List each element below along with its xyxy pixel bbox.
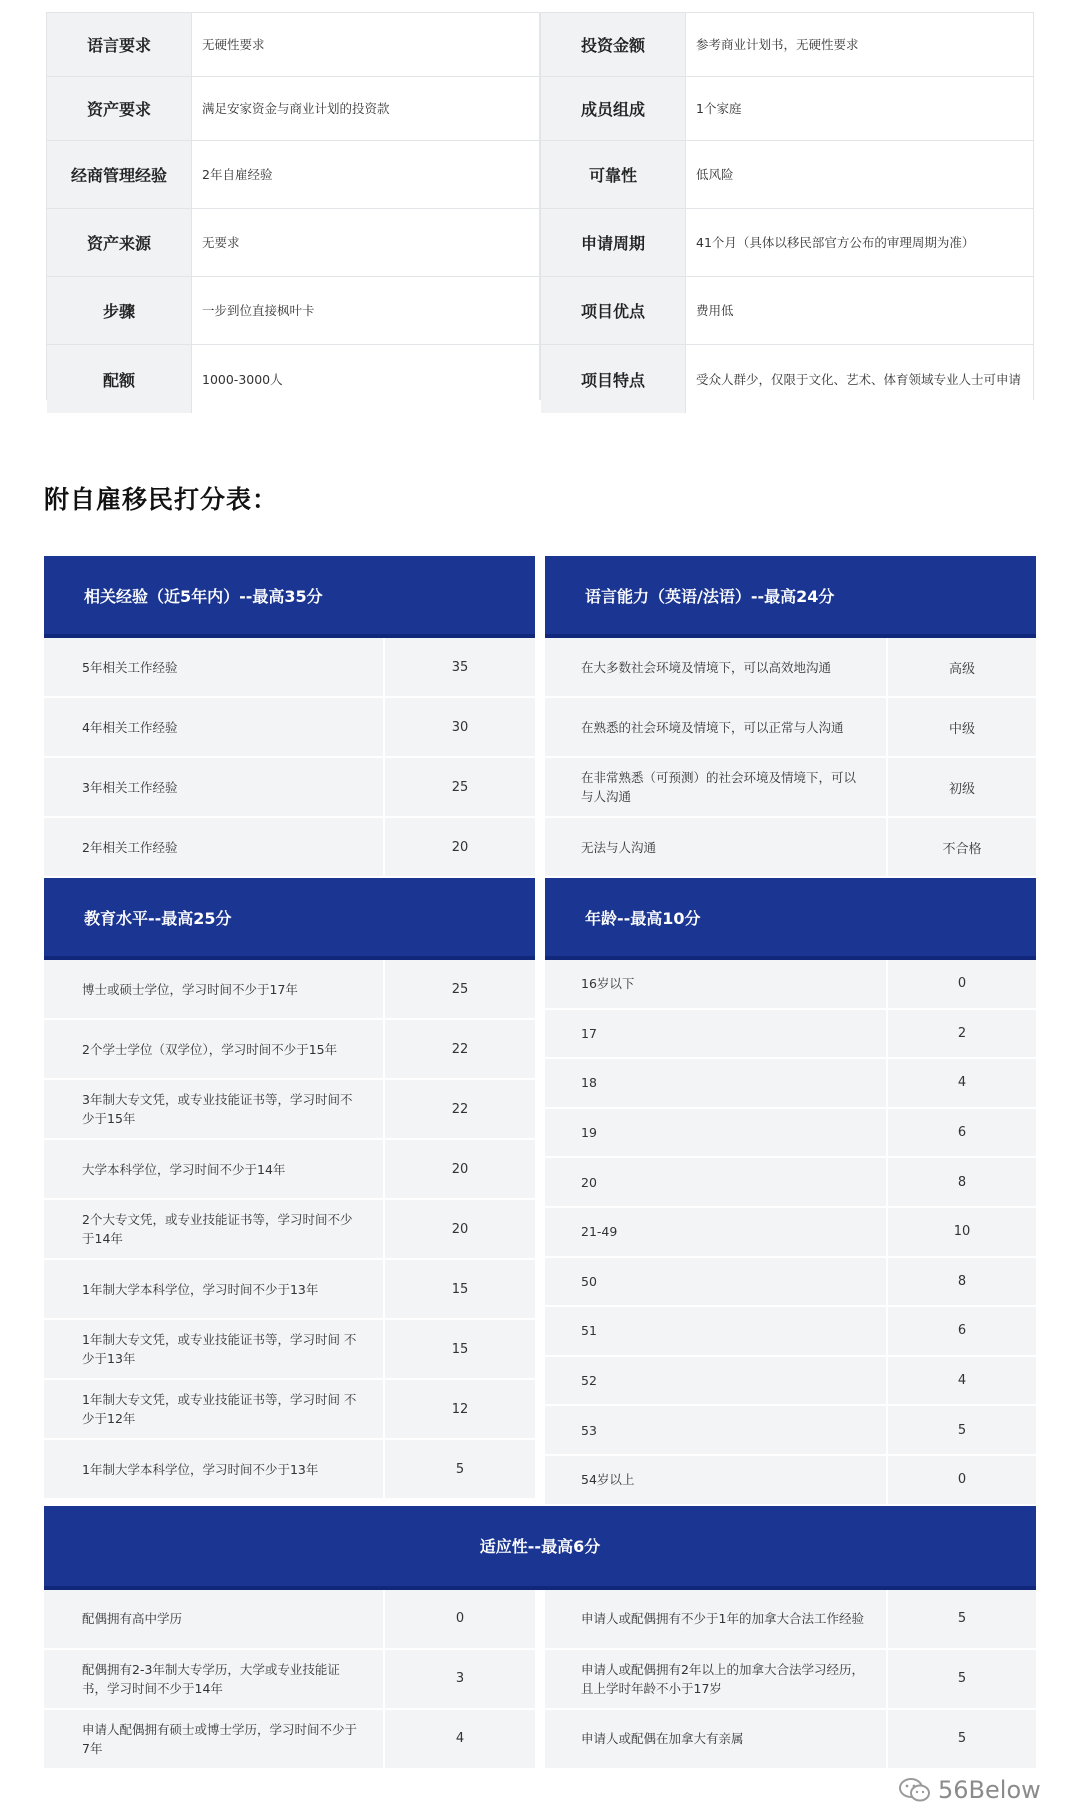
row-item: 无法与人沟通: [581, 839, 657, 855]
row-score: 22: [383, 1080, 535, 1138]
row-score: 5: [886, 1710, 1036, 1768]
row-score: 中级: [886, 698, 1036, 756]
row-score: 0: [886, 1456, 1036, 1504]
info-row: [47, 13, 539, 77]
row-score: 30: [383, 698, 535, 756]
info-label: 项目优点: [541, 277, 686, 344]
row-score: 4: [383, 1710, 535, 1768]
table-row: [44, 1080, 535, 1140]
row-item: 19: [581, 1125, 597, 1141]
watermark-text: 56Below: [938, 1776, 1041, 1804]
table-row: [44, 1320, 535, 1380]
row-score: 20: [383, 1140, 535, 1198]
score-pair-1: [44, 556, 1036, 878]
table-row: [44, 1650, 535, 1710]
info-value: 满足安家资金与商业计划的投资款: [192, 77, 539, 140]
table-row: [545, 1406, 1036, 1456]
info-value: 低风险: [686, 141, 1033, 208]
education-block: [44, 878, 535, 1506]
table-row: [545, 1109, 1036, 1159]
info-label: 可靠性: [541, 141, 686, 208]
info-value: 受众人群少，仅限于文化、艺术、体育领域专业人士可申请: [686, 345, 1033, 413]
table-row: [44, 960, 535, 1020]
row-score: 35: [383, 638, 535, 696]
info-row: [541, 209, 1033, 277]
info-row: [541, 345, 1033, 413]
info-label: 语言要求: [47, 13, 192, 76]
table-row: [44, 758, 535, 818]
info-value: 41个月（具体以移民部官方公布的审理周期为准）: [686, 209, 1033, 276]
table-row: [545, 698, 1036, 758]
info-label: 成员组成: [541, 77, 686, 140]
row-score: 22: [383, 1020, 535, 1078]
info-row: [47, 277, 539, 345]
row-item: 配偶拥有高中学历: [82, 1611, 183, 1627]
row-item: 2个大专文凭，或专业技能证书等，学习时间不少于14年: [82, 1212, 353, 1246]
row-item: 在大多数社会环境及情境下，可以高效地沟通: [581, 659, 832, 675]
info-column-left: [46, 12, 540, 400]
row-score: 25: [383, 758, 535, 816]
wechat-icon: [898, 1777, 932, 1803]
row-item: 大学本科学位，学习时间不少于14年: [82, 1161, 286, 1177]
row-item: 1年制大专文凭，或专业技能证书等，学习时间 不少于13年: [82, 1332, 357, 1366]
row-score: 5: [383, 1440, 535, 1498]
row-score: 4: [886, 1059, 1036, 1107]
row-item: 5年相关工作经验: [82, 659, 178, 675]
row-item: 3年相关工作经验: [82, 779, 178, 795]
info-row: [541, 13, 1033, 77]
row-score: 5: [886, 1406, 1036, 1454]
row-item: 52: [581, 1373, 597, 1389]
info-label: 配额: [47, 345, 192, 413]
row-score: 初级: [886, 758, 1036, 816]
row-score: 5: [886, 1650, 1036, 1708]
info-row: [541, 277, 1033, 345]
row-score: 6: [886, 1109, 1036, 1157]
table-row: [545, 1208, 1036, 1258]
row-item: 博士或硕士学位，学习时间不少于17年: [82, 981, 298, 997]
row-item: 20: [581, 1174, 597, 1190]
language-rows: [545, 638, 1036, 878]
row-score: 4: [886, 1357, 1036, 1405]
age-rows: [545, 960, 1036, 1506]
row-item: 18: [581, 1075, 597, 1091]
score-table: [44, 556, 1036, 1770]
row-score: 25: [383, 960, 535, 1018]
adaptability-header: 适应性--最高6分: [44, 1506, 1036, 1590]
experience-header: 相关经验（近5年内）--最高35分: [44, 556, 535, 638]
row-item: 申请人或配偶拥有2年以上的加拿大合法学习经历，且上学时年龄不小于17岁: [581, 1661, 864, 1696]
info-label: 资产来源: [47, 209, 192, 276]
info-value: 1000-3000人: [192, 345, 539, 413]
row-score: 不合格: [886, 818, 1036, 876]
table-row: [545, 1010, 1036, 1060]
language-header: 语言能力（英语/法语）--最高24分: [545, 556, 1036, 638]
info-column-right: [540, 12, 1034, 400]
info-label: 申请周期: [541, 209, 686, 276]
row-score: 15: [383, 1260, 535, 1318]
table-row: [44, 1380, 535, 1440]
info-label: 资产要求: [47, 77, 192, 140]
row-score: 10: [886, 1208, 1036, 1256]
info-value: 2年自雇经验: [192, 141, 539, 208]
table-row: [44, 1140, 535, 1200]
row-item: 在非常熟悉（可预测）的社会环境及情境下，可以与人沟通: [581, 770, 857, 804]
table-row: [44, 1200, 535, 1260]
table-row: [44, 1440, 535, 1500]
row-item: 1年制大学本科学位，学习时间不少于13年: [82, 1461, 319, 1477]
table-row: [44, 1260, 535, 1320]
table-row: [545, 1357, 1036, 1407]
row-score: 高级: [886, 638, 1036, 696]
row-item: 54岁以上: [581, 1472, 635, 1488]
row-item: 申请人或配偶在加拿大有亲属: [581, 1731, 744, 1747]
table-row: [44, 1590, 535, 1650]
table-row: [545, 1710, 1036, 1770]
info-row: [47, 209, 539, 277]
table-row: [545, 638, 1036, 698]
info-row: [47, 77, 539, 141]
row-score: 3: [383, 1650, 535, 1708]
row-item: 21-49: [581, 1224, 618, 1240]
row-score: 6: [886, 1307, 1036, 1355]
row-item: 申请人配偶拥有硕士或博士学历，学习时间不少于7年: [82, 1721, 358, 1756]
table-row: [44, 698, 535, 758]
info-label: 步骤: [47, 277, 192, 344]
row-item: 50: [581, 1273, 597, 1289]
experience-block: [44, 556, 535, 878]
adaptability-left: [44, 1590, 535, 1770]
row-score: 5: [886, 1590, 1036, 1648]
row-score: 20: [383, 1200, 535, 1258]
age-header: 年龄--最高10分: [545, 878, 1036, 960]
table-row: [545, 1059, 1036, 1109]
project-info-table: [46, 12, 1034, 400]
info-value: 费用低: [686, 277, 1033, 344]
score-pair-2: [44, 878, 1036, 1506]
info-row: [47, 345, 539, 413]
row-score: 15: [383, 1320, 535, 1378]
info-value: 1个家庭: [686, 77, 1033, 140]
row-item: 4年相关工作经验: [82, 719, 178, 735]
row-item: 1年制大专文凭，或专业技能证书等，学习时间 不少于12年: [82, 1392, 357, 1426]
education-header: 教育水平--最高25分: [44, 878, 535, 960]
row-score: 8: [886, 1158, 1036, 1206]
table-row: [44, 1020, 535, 1080]
row-score: 20: [383, 818, 535, 876]
row-item: 1年制大学本科学位，学习时间不少于13年: [82, 1281, 319, 1297]
row-score: 12: [383, 1380, 535, 1438]
info-value: 无要求: [192, 209, 539, 276]
section-title: 附自雇移民打分表：: [44, 485, 279, 514]
row-score: 8: [886, 1258, 1036, 1306]
table-row: [545, 818, 1036, 878]
row-item: 16岁以下: [581, 976, 635, 992]
info-row: [541, 77, 1033, 141]
row-score: 2: [886, 1010, 1036, 1058]
table-row: [545, 1158, 1036, 1208]
row-item: 2个学士学位（双学位），学习时间不少于15年: [82, 1041, 338, 1057]
adaptability-rows: [44, 1590, 1036, 1770]
adaptability-right: [545, 1590, 1036, 1770]
info-label: 经商管理经验: [47, 141, 192, 208]
row-item: 17: [581, 1025, 597, 1041]
table-row: [545, 960, 1036, 1010]
language-block: [545, 556, 1036, 878]
row-item: 2年相关工作经验: [82, 839, 178, 855]
table-row: [545, 1650, 1036, 1710]
table-row: [545, 1590, 1036, 1650]
info-row: [47, 141, 539, 209]
table-row: [545, 1307, 1036, 1357]
table-row: [44, 638, 535, 698]
row-item: 51: [581, 1323, 597, 1339]
table-row: [44, 818, 535, 878]
table-row: [545, 1456, 1036, 1506]
table-row: [545, 1258, 1036, 1308]
info-row: [541, 141, 1033, 209]
table-row: [44, 1710, 535, 1770]
row-item: 在熟悉的社会环境及情境下，可以正常与人沟通: [581, 719, 844, 735]
row-item: 申请人或配偶拥有不少于1年的加拿大合法工作经验: [581, 1611, 864, 1627]
info-label: 投资金额: [541, 13, 686, 76]
experience-rows: [44, 638, 535, 878]
row-score: 0: [886, 960, 1036, 1008]
table-row: [545, 758, 1036, 818]
row-score: 0: [383, 1590, 535, 1648]
row-item: 53: [581, 1422, 597, 1438]
age-block: [545, 878, 1036, 1506]
info-value: 参考商业计划书，无硬性要求: [686, 13, 1033, 76]
education-rows: [44, 960, 535, 1500]
row-item: 3年制大专文凭，或专业技能证书等，学习时间不少于15年: [82, 1092, 353, 1126]
info-label: 项目特点: [541, 345, 686, 413]
info-value: 无硬性要求: [192, 13, 539, 76]
row-item: 配偶拥有2-3年制大专学历，大学或专业技能证书，学习时间不少于14年: [82, 1661, 340, 1696]
info-value: 一步到位直接枫叶卡: [192, 277, 539, 344]
